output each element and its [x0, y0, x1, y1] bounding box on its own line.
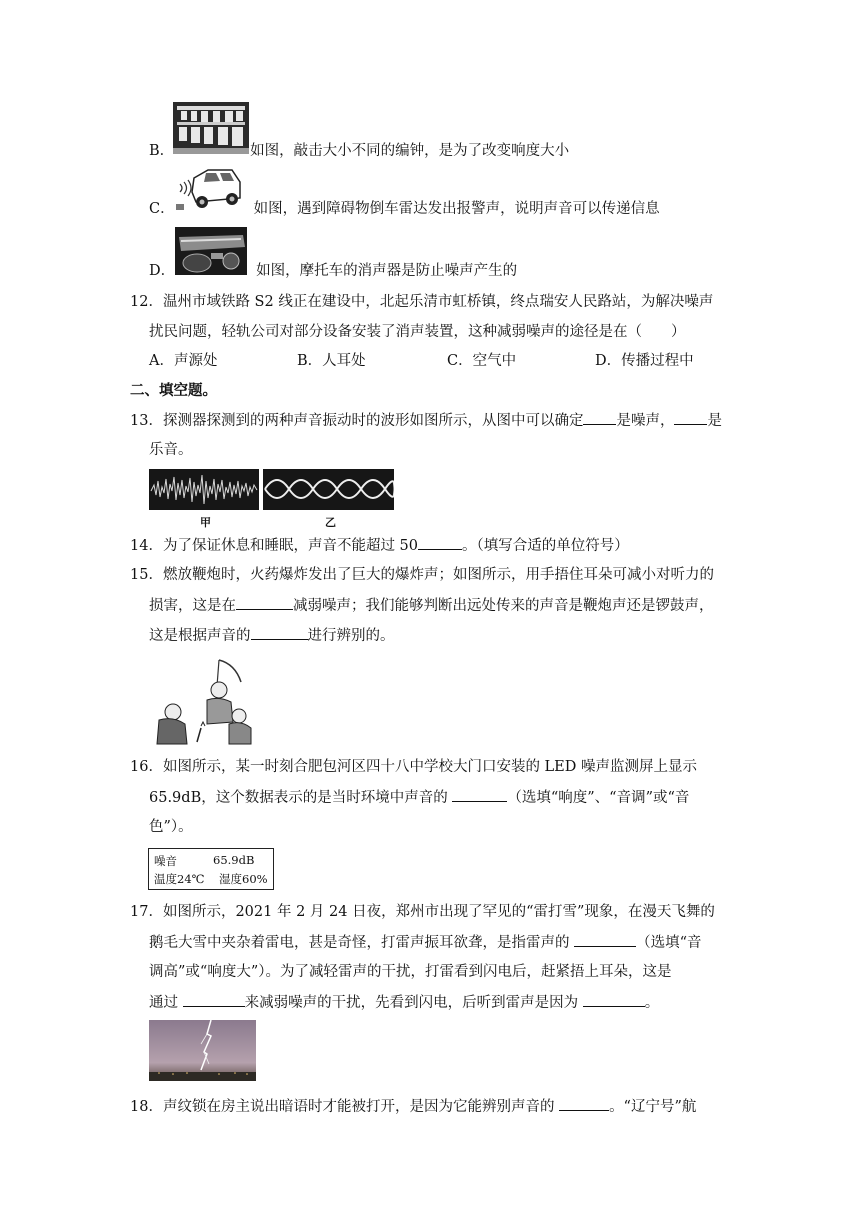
- q13-line2: 乐音。: [149, 442, 193, 458]
- q17-text-a: 鹅毛大雪中夹杂着雷电，甚是奇怪，打雷声振耳欲聋，是指雷声的: [149, 935, 575, 951]
- answer-blank: [559, 1096, 609, 1111]
- option-d-text: 如图，摩托车的消声器是防止噪声产生的: [256, 263, 518, 279]
- q16-line3: 色”）。: [149, 819, 193, 835]
- option-d-letter: D．: [149, 263, 176, 279]
- music-waveform-image: [263, 469, 394, 510]
- answer-blank: [583, 992, 645, 1007]
- q12-line2: 扰民问题，轻轨公司对部分设备安装了消声装置，这种减弱噪声的途径是在（ ）: [149, 324, 686, 340]
- answer-blank: [418, 535, 462, 550]
- q12-option-c: C．空气中: [447, 353, 517, 369]
- noise-value: 65.9dB: [213, 853, 255, 867]
- q16-text-b: （选填“响度”、“音调”或“音: [507, 790, 690, 806]
- answer-blank: [251, 625, 308, 640]
- waveform-label-yi: 乙: [325, 516, 336, 529]
- lightning-night-photo: [149, 1020, 256, 1081]
- q17-text-e: 。: [644, 995, 660, 1011]
- q12-line1: 12．温州市域铁路 S2 线正在建设中，北起乐清市虹桥镇，终点瑞安人民路站，为解决噪声: [130, 294, 714, 310]
- answer-blank: [574, 932, 636, 947]
- temperature-reading: 温度24℃: [154, 872, 205, 886]
- noise-waveform-image: [149, 469, 259, 510]
- option-b-text: 如图，敲击大小不同的编钟，是为了改变响度大小: [250, 143, 570, 159]
- q17-text-b: （选填“音: [636, 935, 702, 951]
- q15-line2: [149, 595, 714, 616]
- q17-text-d: 来减弱噪声的干扰，先看到闪电，后听到雷声是因为: [244, 995, 583, 1011]
- q16-line2: [149, 787, 689, 808]
- q12-option-b: B．人耳处: [297, 353, 366, 369]
- section-title: 二、填空题。: [130, 382, 217, 399]
- q15-text-c: 这是根据声音的: [149, 628, 251, 644]
- q17-line2: [149, 932, 702, 953]
- q18-text-b: 。“辽宁号”航: [609, 1099, 697, 1115]
- answer-blank: [183, 992, 245, 1007]
- answer-blank: [452, 787, 507, 802]
- waveform-label-jia: 甲: [200, 516, 211, 529]
- q17-line4: [149, 992, 659, 1013]
- q13-text-a: 13．探测器探测到的两种声音振动时的波形如图所示，从图中可以确定: [130, 413, 584, 429]
- answer-blank: [583, 410, 616, 425]
- noise-monitor-display: [148, 848, 274, 890]
- humidity-reading: 湿度60%: [219, 872, 268, 886]
- q14-text-b: 。（填写合适的单位符号）: [462, 538, 629, 554]
- q15-line1: 15．燃放鞭炮时，火药爆炸发出了巨大的爆炸声；如图所示，用手捂住耳朵可减小对听力的: [130, 567, 714, 583]
- firecracker-children-drawing: [149, 656, 259, 748]
- q13-text-b: 是噪声，: [616, 413, 675, 429]
- q14-line: [130, 535, 629, 556]
- q17-line1: 17．如图所示，2021 年 2 月 24 日夜，郑州市出现了罕见的“雷打雪”现象，在漫天飞舞的: [130, 904, 715, 920]
- q14-text-a: 14．为了保证休息和睡眠，声音不能超过 50: [130, 538, 419, 554]
- q15-text-a: 损害，这是在: [149, 598, 236, 614]
- option-c-letter: C．: [149, 201, 175, 217]
- q15-line3: [149, 625, 395, 646]
- option-b-letter: B．: [149, 143, 175, 159]
- q15-text-d: 进行辨别的。: [307, 628, 395, 644]
- q17-line3: 调高”或“响度大”）。为了减轻雷声的干扰，打雷看到闪电后，赶紧捂上耳朵，这是: [149, 964, 672, 980]
- option-c-text: 如图，遇到障碍物倒车雷达发出报警声，说明声音可以传递信息: [253, 201, 660, 217]
- q18-line: [130, 1096, 696, 1117]
- q18-text-a: 18．声纹锁在房主说出暗语时才能被打开，是因为它能辨别声音的: [130, 1099, 560, 1115]
- q13-line1: [130, 410, 722, 431]
- q12-option-d: D．传播过程中: [595, 353, 694, 369]
- answer-blank: [674, 410, 707, 425]
- q16-line1: 16．如图所示，某一时刻合肥包河区四十八中学校大门口安装的 LED 噪声监测屏上显示: [130, 759, 698, 775]
- q12-option-a: A．声源处: [149, 353, 218, 369]
- answer-blank: [236, 595, 293, 610]
- q16-text-a: 65.9dB，这个数据表示的是当时环境中声音的: [149, 790, 453, 806]
- q17-text-c: 通过: [149, 995, 183, 1011]
- q15-text-b: 减弱噪声；我们能够判断出远处传来的声音是鞭炮声还是锣鼓声，: [293, 598, 714, 614]
- noise-label: 噪音: [154, 854, 177, 868]
- q13-text-c: 是: [707, 413, 722, 429]
